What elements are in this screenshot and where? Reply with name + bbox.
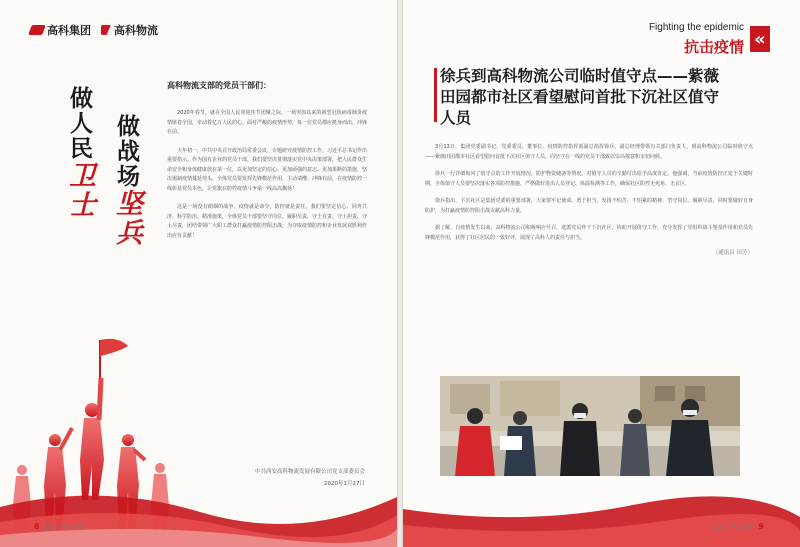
vertical-title-col1	[60, 86, 99, 247]
page-number: 8	[34, 522, 40, 531]
right-paragraph: 徐兵指出，下沉社区是集团党委的重要部署，大家要牢记使命、勇于担当，发扬不怕苦、不怕累的精神，坚守岗位、履职尽责，同时要做好自身防护，为打赢疫情防控阻击战贡献高科力量。	[425, 198, 753, 214]
vertical-title-text: 做人民	[66, 86, 93, 161]
vertical-title	[60, 86, 146, 247]
left-paragraph: 大年初一，中共中央召开政治局常委会议，专题研究疫情防控工作，习近平总书记作出重要指示。作为国有企业的党员干部，我们要坚决贯彻落实党中央决策部署，把人民群众生命安全和身体健康放在第一位，以更加坚定的信心、更加顽强的意志、更加果断的措施，坚决遏制疫情蔓延势头。全体党员要发挥先锋模范作用，主动请缨、冲锋在前，在疫情防控一线彰显党员本色，让党旗在防控疫情斗争第一线高高飘扬！	[167, 147, 368, 192]
vertical-title-text: 做战场	[113, 114, 140, 189]
logo-gaoke-logistics	[101, 22, 158, 38]
left-article	[167, 80, 367, 250]
left-paragraph: 2020年春节，就在全国人民喜迎佳节团聚之际，一场突如其来的新型冠状病毒肺炎疫情席卷全国，牵动着亿万人民的心。面对严峻的疫情形势，每一位党员都应挺身而出、冲锋在前。	[167, 110, 368, 135]
red-wave-decoration	[0, 477, 397, 547]
gaoke-logistics-logo-icon	[101, 25, 111, 35]
left-footer	[34, 522, 85, 531]
left-article-heading: 高科物流支部的党员干部们：	[167, 81, 271, 90]
vertical-title-col2	[107, 114, 146, 247]
article-photo	[440, 376, 740, 476]
right-paragraph: 3月13日，集团党委副书记、党委委员、董事长、疫情防控指挥部副总指挥徐兵，副总经理带领有关部门负责人，到高科物流公司临时值守点——紫薇田园都市社区看望慰问首批下沉社区值守人员，向坚守在一线的党员干部致以崇高敬意和亲切问候。	[425, 144, 753, 160]
section-header-en: Fighting the epidemic	[648, 22, 744, 33]
chevron-left-icon: «	[750, 26, 770, 52]
right-article	[425, 142, 753, 256]
page-number: 9	[758, 522, 764, 531]
left-paragraph: 这是一场没有硝烟的战争，疫情就是命令，防控就是责任。我们要坚定信心、同舟共济、科学防治、精准施策，全体党员干部要坚守岗位、履职尽责，守土有责、守土担责、守土尽责，团结带领广大职工群众打赢疫情防控阻击战，为夺取疫情防控和企业发展双胜利作出应有贡献！	[167, 204, 368, 239]
article-credit: （通讯员 田芳）	[712, 250, 753, 256]
gaoke-group-logo-icon	[28, 25, 46, 35]
vertical-title-highlight: 卫士	[64, 161, 95, 219]
vertical-title-highlight: 坚兵	[111, 189, 142, 247]
logo-row	[30, 22, 158, 38]
right-footer	[713, 522, 764, 531]
logo-gaoke-group	[30, 22, 91, 38]
right-paragraph: 据了解，自疫情发生以来，高科物流公司积极响应号召，选派党员骨干下沉社区，协助开展值守工作，充分发挥了党组织战斗堡垒作用和党员先锋模范作用，获得了社区居民的一致好评，展现了高科人的责任与担当。	[425, 225, 753, 241]
magazine-name: 2020 同心刊刊	[713, 524, 755, 531]
title-accent-bar	[434, 68, 437, 122]
section-header-cn: 抗击疫情	[683, 38, 744, 56]
article-title: 徐兵到高科物流公司临时值守点——紫薇田园都市社区看望慰问首批下沉社区值守人员	[440, 67, 720, 127]
signature-org: 中共西安高科物流发展有限公司党支部委员会	[254, 469, 365, 475]
magazine-name: 2020 同心刊刊	[43, 524, 85, 531]
logo-text: 高科物流	[114, 24, 158, 37]
red-wave-decoration	[403, 487, 800, 547]
right-paragraph: 徐兵一行详细询问了值守点的工作开展情况、防护物资储备等情况，对值守人员的辛勤付出给予高度肯定。他强调，当前疫情防控正处于关键时期，全体值守人员要坚决落实各项防控措施，严格做好进出人员登记、体温检测等工作，确保社区防控无死角、无盲区。	[425, 171, 753, 187]
signature-date: 2020年1月27日	[324, 481, 365, 487]
left-page	[0, 0, 397, 547]
logo-text: 高科集团	[47, 24, 91, 37]
